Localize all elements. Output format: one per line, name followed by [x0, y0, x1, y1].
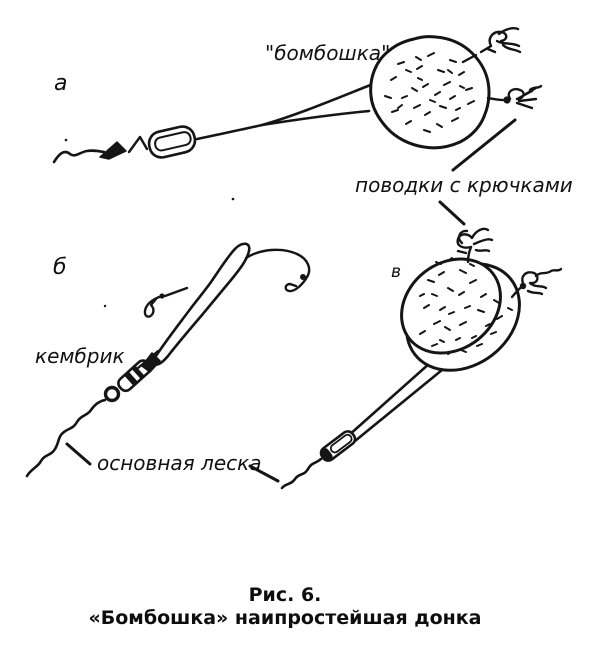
- leader-loop-b: [152, 244, 249, 365]
- line-to-ball: [197, 125, 262, 139]
- main-line-b: [27, 400, 105, 476]
- swivel-clip: [129, 137, 147, 152]
- leader-a-right: [488, 98, 503, 100]
- label-leaders-with-hooks: поводки с крючками: [355, 173, 573, 197]
- ring-icon: [106, 388, 119, 401]
- rig-v: [282, 229, 561, 488]
- cambric-tube-a: [147, 124, 198, 160]
- hook-v-top-icon: [458, 229, 492, 253]
- part-label-b: б: [53, 255, 67, 280]
- hook-a-right-icon: [509, 86, 541, 108]
- label-main-line: основная леска: [97, 451, 262, 475]
- hook-v-right-icon: [522, 269, 561, 294]
- cambric-tube-v: [319, 429, 358, 463]
- line-to-ball-upper: [262, 84, 373, 125]
- hook-b-left-icon: [145, 296, 162, 317]
- caption-line1: Рис. 6.: [248, 584, 322, 606]
- ink-specks: [65, 139, 235, 307]
- swivel-icon: [100, 142, 126, 159]
- pointer-line-to-hook-v: [440, 202, 464, 224]
- part-label-v: в: [391, 262, 402, 282]
- leader-b-left: [165, 288, 187, 296]
- caption-line2: «Бомбошка» наипростейшая донка: [88, 607, 482, 629]
- line-to-ball-lower: [262, 111, 369, 125]
- part-label-a: а: [54, 71, 68, 96]
- main-line-a: [54, 151, 104, 162]
- main-line-v: [282, 459, 321, 488]
- line-v-left: [348, 363, 430, 436]
- hook-a-upper-icon: [488, 28, 520, 52]
- label-bait-ball: "бомбошка": [265, 41, 391, 65]
- line-v-right: [355, 370, 442, 441]
- label-cambric: кембрик: [35, 344, 125, 368]
- hook-b-right-icon: [246, 250, 309, 291]
- pointer-line-mainline-left: [67, 444, 90, 464]
- hook-b-right-eye: [300, 274, 306, 280]
